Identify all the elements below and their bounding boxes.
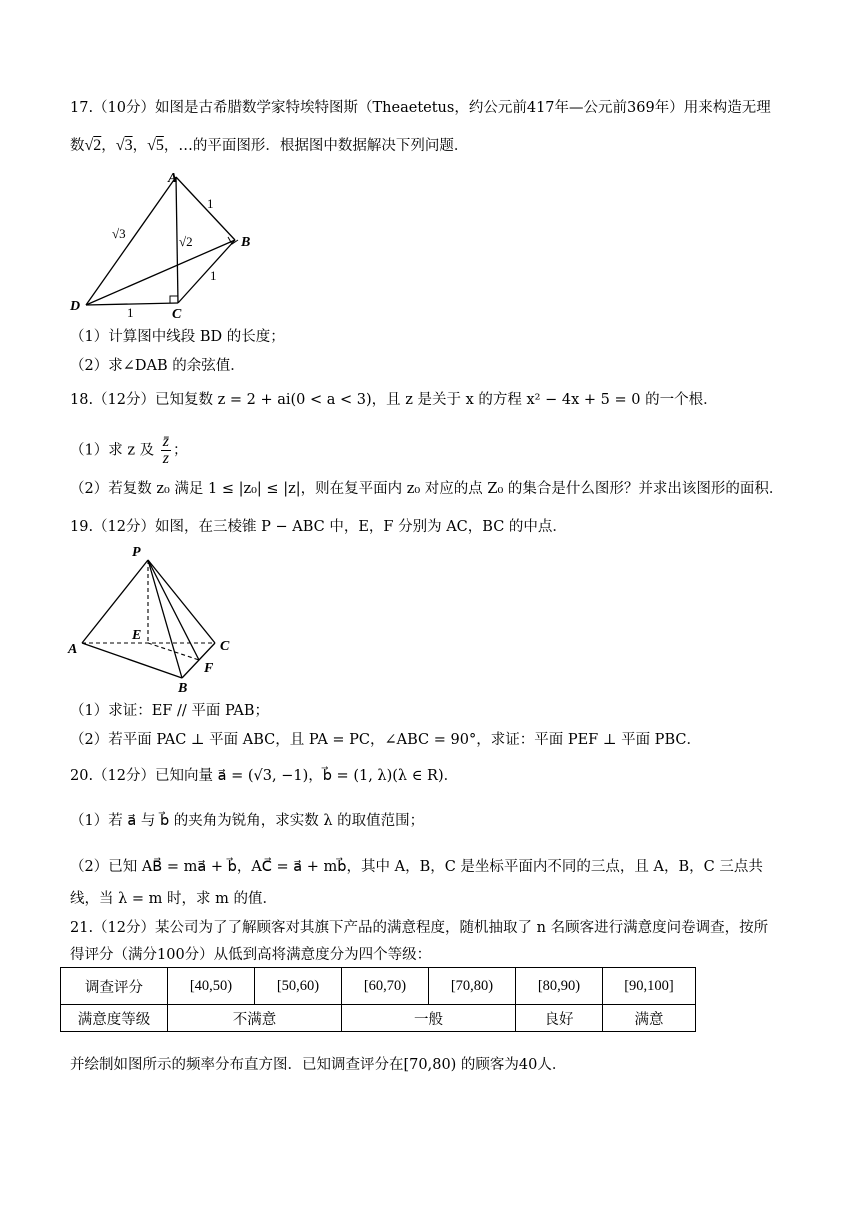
edge-CD-label: 1 xyxy=(127,305,134,318)
interval-cell: [40,50) xyxy=(168,968,255,1005)
edge-AC-label: √2 xyxy=(179,234,193,249)
label-D: D xyxy=(70,299,81,314)
q17-line2-suffix: ，…的平面图形．根据图中数据解决下列问题． xyxy=(163,138,469,154)
theaetetus-figure xyxy=(60,168,280,318)
label-B: B xyxy=(178,681,188,696)
table-header-cell: 调查评分 xyxy=(61,968,168,1005)
q17-line1: 17.（10分）如图是古希腊数学家特埃特图斯（Theaetetus，约公元前417年—公元前369年）用来构造无理 xyxy=(70,100,771,116)
q17-sub1: （1）计算图中线段 BD 的长度； xyxy=(70,329,285,345)
satisfaction-table xyxy=(60,967,696,1032)
q20-sub1: （1）若 a⃗ 与 b⃗ 的夹角为锐角，求实数 λ 的取值范围； xyxy=(70,813,425,829)
q18-sub1 xyxy=(70,434,187,467)
q20-sub2a: （2）已知 AB⃗ = ma⃗ + b⃗，AC⃗ = a⃗ + mb⃗，其中 A，B，C 是坐标平面内不同的三点，且 A，B，C 三点共 xyxy=(70,859,763,875)
q18-line1: 18.（12分）已知复数 z = 2 + ai(0 < a < 3)，且 z 是关于 x 的方程 x² − 4x + 5 = 0 的一个根． xyxy=(70,392,718,408)
q21-line2: 得评分（满分100分）从低到高将满意度分为四个等级： xyxy=(70,947,432,963)
q21-line1: 21.（12分）某公司为了了解顾客对其旗下产品的满意程度，随机抽取了 n 名顾客进行满意度问卷调查，按所 xyxy=(70,920,769,936)
q21-after: 并绘制如图所示的频率分布直方图．已知调查评分在[70,80) 的顾客为40人． xyxy=(70,1057,567,1073)
pyramid-figure xyxy=(62,540,252,700)
label-B: B xyxy=(241,235,251,250)
root-2: 2 xyxy=(93,137,102,154)
fraction-denominator: z xyxy=(162,450,169,467)
label-P: P xyxy=(132,545,141,560)
q19-sub2: （2）若平面 PAC ⊥ 平面 ABC，且 PA = PC，∠ABC = 90°，求证：平面 PEF ⊥ 平面 PBC． xyxy=(70,732,701,748)
label-F: F xyxy=(204,661,214,676)
q18-sub1-text: （1）求 z 及 xyxy=(70,442,155,459)
edge-AB-label: 1 xyxy=(207,196,214,211)
level-cell: 不满意 xyxy=(168,1005,342,1032)
level-cell: 一般 xyxy=(342,1005,516,1032)
root-3: 3 xyxy=(124,137,133,154)
q19-sub1: （1）求证：EF // 平面 PAB； xyxy=(70,703,270,719)
interval-cell: [90,100] xyxy=(603,968,696,1005)
table-header-cell: 满意度等级 xyxy=(61,1005,168,1032)
label-C: C xyxy=(172,307,182,318)
label-C: C xyxy=(220,639,230,654)
q18-sub1-end: ； xyxy=(172,442,188,459)
q18-sub2: （2）若复数 z₀ 满足 1 ≤ |z₀| ≤ |z|，则在复平面内 z₀ 对应的点 Z₀ 的集合是什么图形？并求出该图形的面积． xyxy=(70,481,784,497)
q17-sub2: （2）求∠DAB 的余弦值． xyxy=(70,358,245,374)
interval-cell: [60,70) xyxy=(342,968,429,1005)
edge-BC-label: 1 xyxy=(210,268,217,283)
fraction-numerator: z̄ xyxy=(162,433,169,450)
interval-cell: [50,60) xyxy=(255,968,342,1005)
root-5: 5 xyxy=(155,137,164,154)
level-cell: 满意 xyxy=(603,1005,696,1032)
label-A: A xyxy=(68,642,78,657)
label-A: A xyxy=(168,171,178,186)
level-cell: 良好 xyxy=(516,1005,603,1032)
q20-sub2b: 线，当 λ = m 时，求 m 的值． xyxy=(70,891,277,907)
edge-AD-label: √3 xyxy=(112,226,126,241)
interval-cell: [70,80) xyxy=(429,968,516,1005)
q17-line2-prefix: 数 xyxy=(70,138,85,154)
label-E: E xyxy=(132,628,142,643)
interval-cell: [80,90) xyxy=(516,968,603,1005)
q17-line2: 数√2，√3，√5，…的平面图形．根据图中数据解决下列问题． xyxy=(70,137,469,154)
q20-line1: 20.（12分）已知向量 a⃗ = (√3, −1)，b⃗ = (1, λ)(λ ∈ R)． xyxy=(70,768,459,784)
q19-line1: 19.（12分）如图，在三棱锥 P − ABC 中，E，F 分别为 AC，BC 的中点． xyxy=(70,519,567,535)
table-row xyxy=(61,1005,696,1032)
fraction xyxy=(161,434,171,467)
table-row xyxy=(61,968,696,1005)
